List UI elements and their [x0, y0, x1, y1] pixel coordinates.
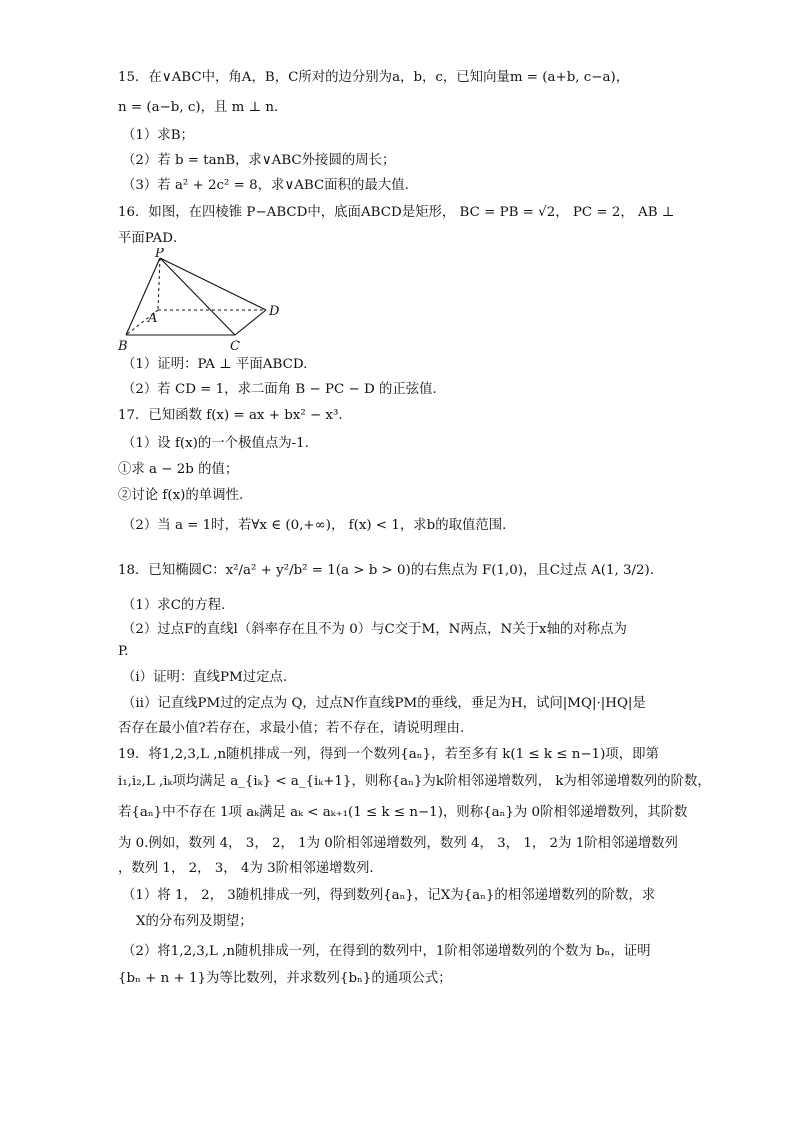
- text-line-p15-q3: （3）若 a² + 2c² = 8，求∨ABC面积的最大值.: [122, 178, 409, 193]
- text-line-p18-q2-ii-2: 否存在最小值?若存在，求最小值；若不存在，请说明理由.: [118, 721, 465, 736]
- text-line-p19-stem-3: 若{aₙ}中不存在 1项 aₖ满足 aₖ < aₖ₊₁(1 ≤ k ≤ n−1)，则称{aₙ}为 0阶相邻递增数列，其阶数: [118, 805, 688, 820]
- label-C: C: [230, 339, 240, 353]
- text-line-p19-q1-2: X的分布列及期望；: [136, 914, 253, 929]
- text-line-p16-stem-1: 16．如图，在四棱锥 P−ABCD中，底面ABCD是矩形， BC = PB = √2， PC = 2， AB ⊥: [118, 205, 675, 220]
- text-line-p15-stem-1: 15．在∨ABC中，角A，B，C所对的边分别为a，b，c，已知向量m = (a+b, c−a)，: [118, 70, 630, 85]
- text-line-p18-q2: （2）过点F的直线l（斜率存在且不为 0）与C交于M，N两点，N关于x轴的对称点为: [122, 622, 627, 637]
- text-line-p19-stem-5: ，数列 1， 2， 3， 4为 3阶相邻递增数列.: [118, 861, 374, 876]
- text-line-p18-q1: （1）求C的方程.: [122, 598, 226, 613]
- text-line-p18-q2-i: （i）证明：直线PM过定点.: [122, 670, 288, 685]
- edge-PC: [160, 258, 235, 335]
- text-line-p16-q2: （2）若 CD = 1，求二面角 B − PC − D 的正弦值.: [122, 382, 437, 397]
- pyramid-diagram: [118, 248, 288, 353]
- text-line-p19-stem-4: 为 0.例如，数列 4， 3， 2， 1为 0阶相邻递增数列，数列 4， 3， 1， 2为 1阶相邻递增数列: [118, 836, 678, 851]
- edge-PD: [160, 258, 266, 310]
- edge-PA: [158, 258, 160, 310]
- text-line-p17-stem: 17．已知函数 f(x) = ax + bx² − x³.: [118, 408, 343, 423]
- text-line-p18-stem: 18．已知椭圆C：x²/a² + y²/b² = 1(a > b > 0)的右焦点为 F(1,0)，且C过点 A(1, 3/2).: [118, 563, 655, 578]
- text-line-p19-stem-1: 19．将1,2,3,L ,n随机排成一列，得到一个数列{aₙ}，若至多有 k(1 ≤ k ≤ n−1)项，即第: [118, 747, 659, 762]
- edge-CD: [235, 310, 266, 335]
- text-line-p16-q1: （1）证明：PA ⊥ 平面ABCD.: [122, 357, 308, 372]
- text-line-p19-q2-1: （2）将1,2,3,L ,n随机排成一列，在得到的数列中，1阶相邻递增数列的个数为 bₙ，证明: [122, 944, 651, 959]
- text-line-p18-q2-cont: P.: [118, 644, 129, 659]
- text-line-p18-q2-ii-1: （ii）记直线PM过的定点为 Q，过点N作直线PM的垂线，垂足为H，试问|MQ|·|HQ|是: [122, 696, 646, 711]
- label-B: B: [118, 339, 128, 353]
- text-line-p15-q2: （2）若 b = tanB，求∨ABC外接圆的周长；: [122, 153, 396, 168]
- text-line-p17-q2: （2）当 a = 1时，若∀x ∈ (0,+∞)， f(x) < 1，求b的取值范围.: [122, 518, 507, 533]
- text-line-p17-q1-b: ②讨论 f(x)的单调性.: [118, 488, 244, 503]
- text-line-p15-q1: （1）求B；: [122, 128, 194, 143]
- text-line-p17-q1: （1）设 f(x)的一个极值点为-1.: [122, 436, 309, 451]
- text-line-p15-stem-2: n = (a−b, c)，且 m ⊥ n．: [118, 100, 288, 115]
- text-line-p19-q2-2: {bₙ + n + 1}为等比数列，并求数列{bₙ}的通项公式；: [118, 971, 452, 986]
- text-line-p16-stem-2: 平面PAD．: [118, 231, 187, 246]
- text-line-p19-stem-2: i₁,i₂,L ,iₖ项均满足 a_{iₖ} < a_{iₖ+1}，则称{aₙ}为k阶相邻递增数列， k为相邻递增数列的阶数，: [118, 774, 711, 789]
- text-line-p19-q1-1: （1）将 1， 2， 3随机排成一列，得到数列{aₙ}，记X为{aₙ}的相邻递增数列的阶数，求: [122, 888, 656, 903]
- pyramid-figure: [118, 248, 288, 353]
- label-P: P: [155, 248, 164, 261]
- label-D: D: [269, 304, 280, 319]
- text-line-p17-q1-a: ①求 a − 2b 的值；: [118, 462, 239, 477]
- label-A: A: [148, 311, 158, 326]
